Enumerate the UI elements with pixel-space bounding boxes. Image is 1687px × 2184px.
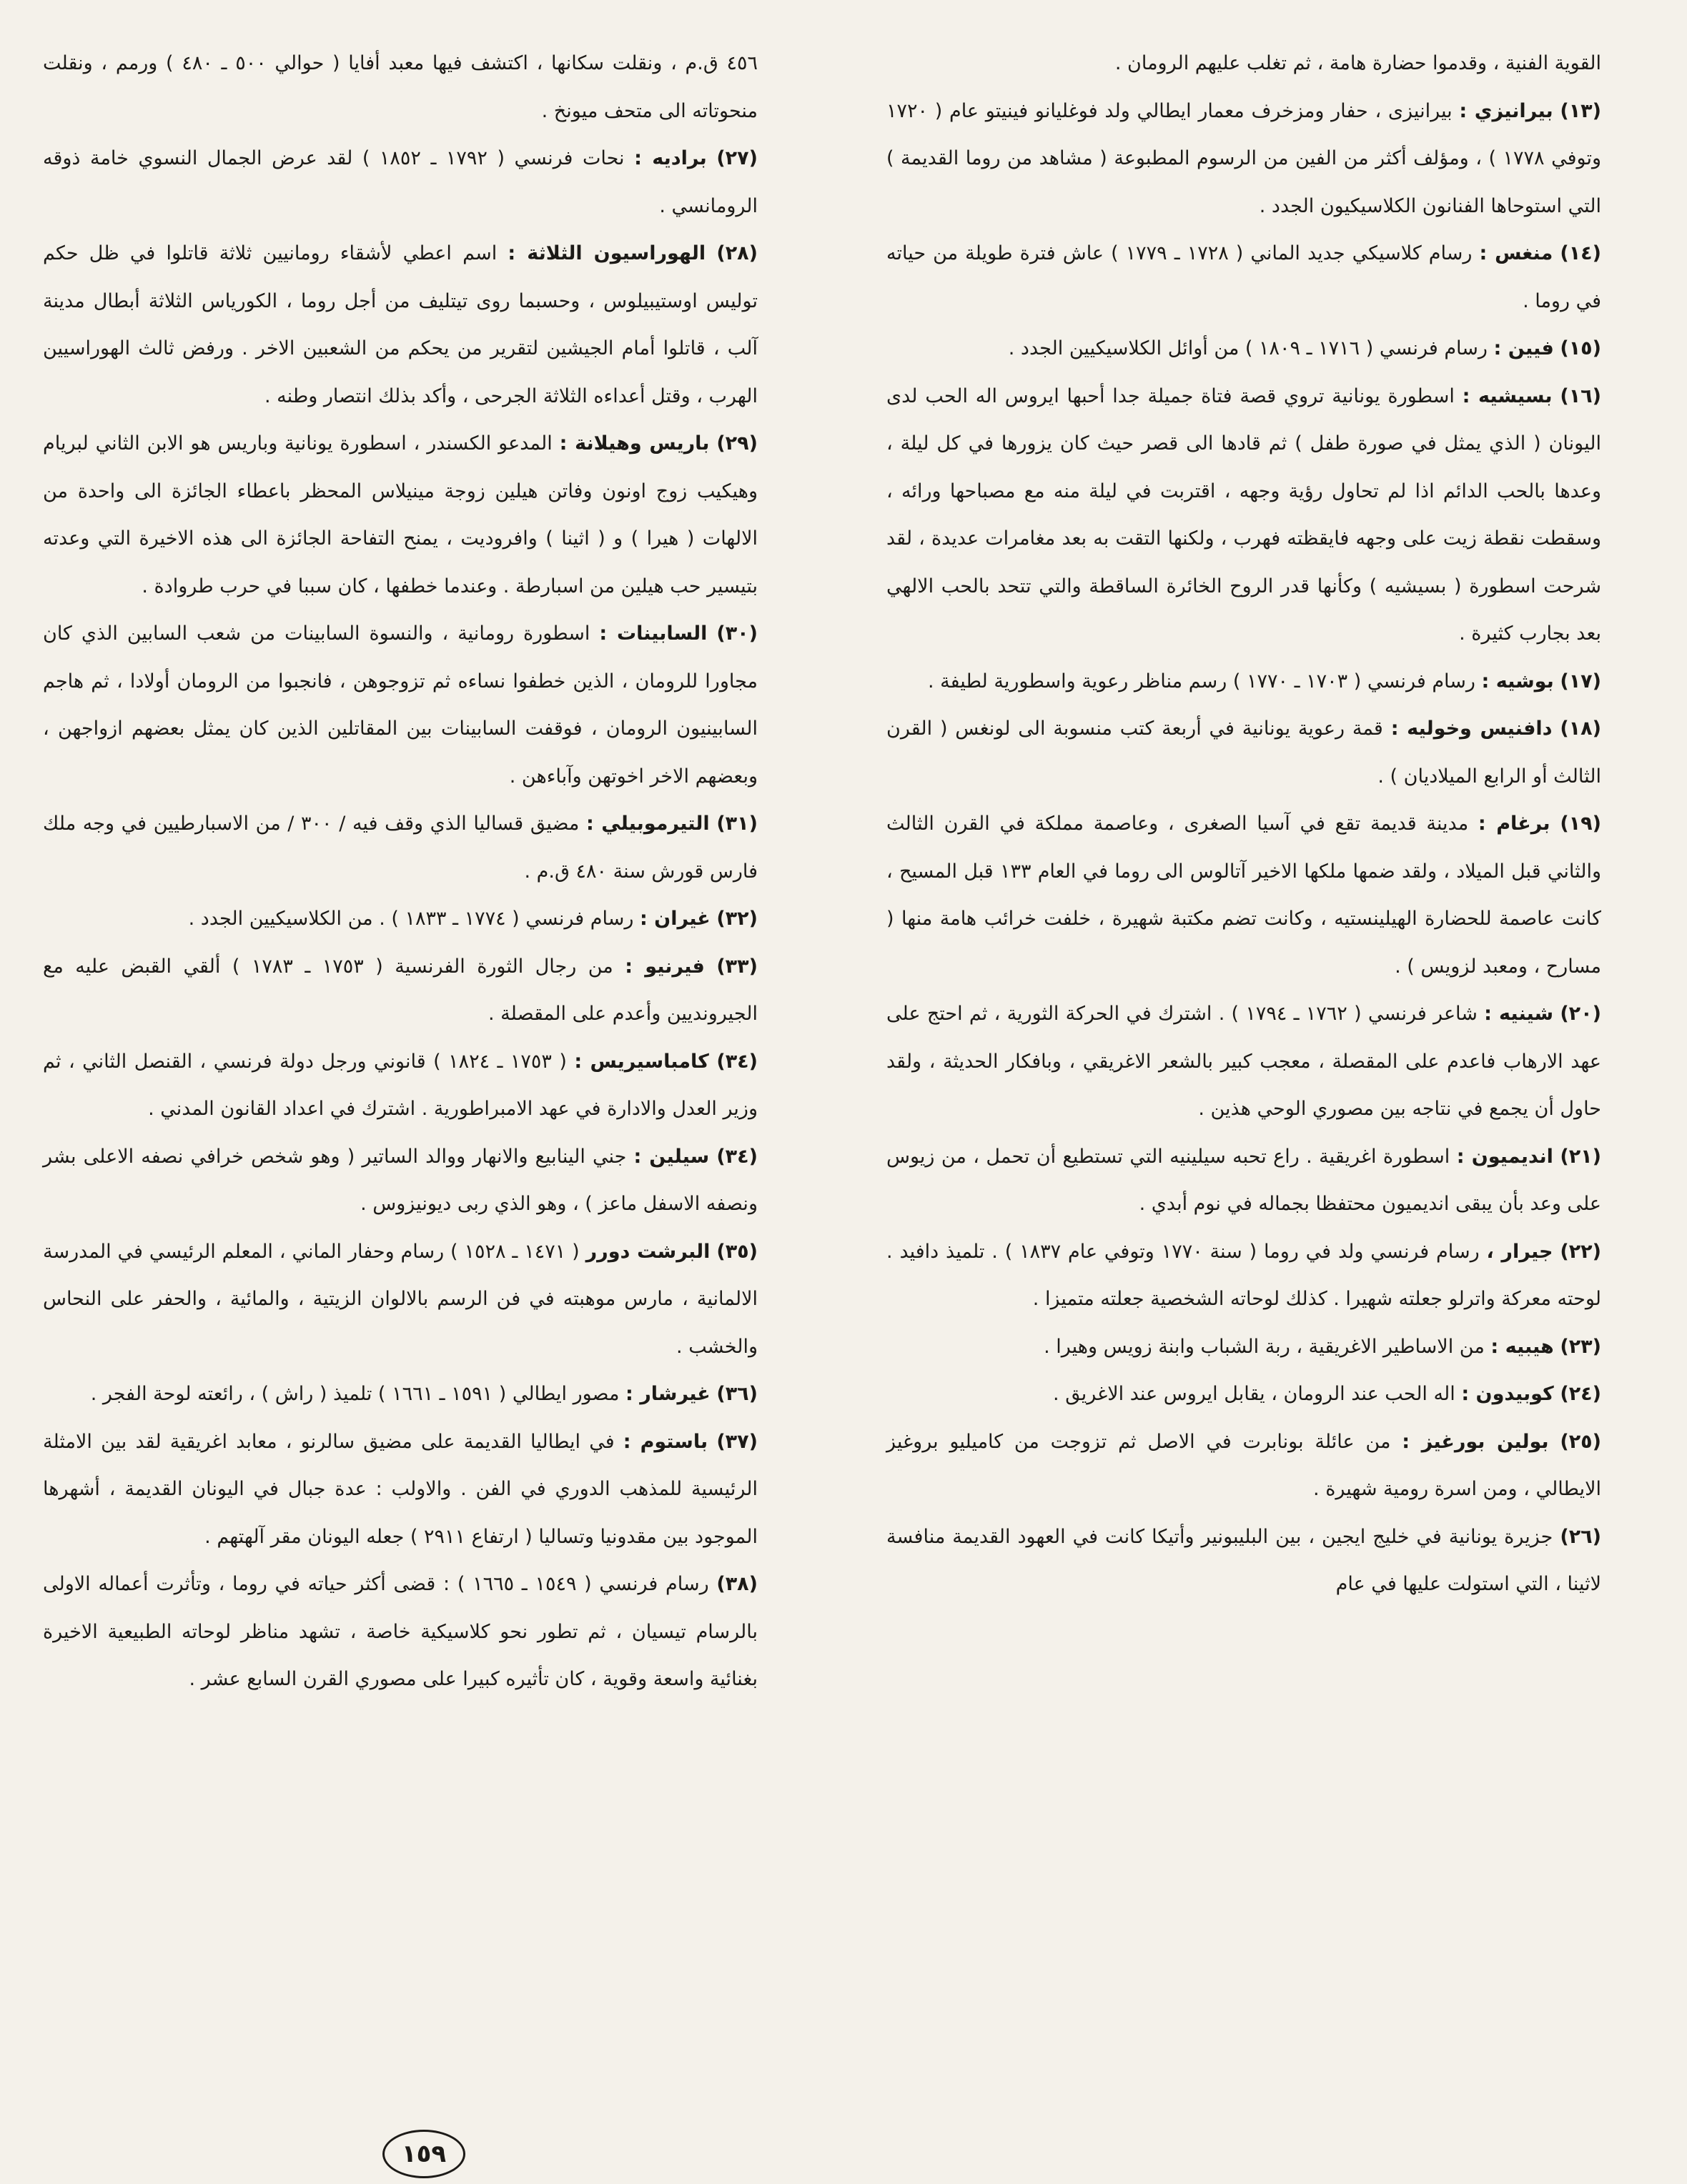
footnote-term: كوبيدون :	[1461, 1383, 1554, 1405]
footnote-text: ( ١٤٧١ ـ ١٥٢٨ ) رسام وحفار الماني ، المعلم الرئيسي في المدرسة الالمانية ، مارس موهبته في فن الرسم بالالوان الزيتية ، والمائية ، والحفر على النحاس والخشب .	[43, 1240, 758, 1358]
footnote-entry	[886, 1419, 1601, 1514]
footnote-text: المدعو الكسندر ، اسطورة يونانية وباريس هو الابن الثاني لبريام وهيكيب زوج اونون وفاتن هيلين زوجة مينيلاس المحظر باعطاء الجائزة الى واحدة من الالهات ( هيرا ) و ( اثينا ) وافروديت ، يمنح التفاحة الجائزة الى هذه الاخيرة التي وعدته بتيسير حب هيلين من اسبارطة . وعندما خطفها ، كان سببا في حرب طروادة .	[43, 432, 758, 597]
footnote-term: غيرشار :	[625, 1383, 711, 1405]
footnote-number: (١٩)	[1560, 813, 1601, 835]
footnote-number: (٢٦)	[1560, 1525, 1601, 1548]
footnote-term: باريس وهيلانة :	[559, 432, 710, 455]
footnote-paragraph	[43, 1228, 758, 1371]
footnote-entry	[886, 230, 1601, 325]
footnote-term: دافنيس وخوليه :	[1390, 718, 1553, 740]
footnote-term: بيرانيزي :	[1459, 99, 1553, 122]
footnote-entry	[43, 420, 758, 610]
footnote-text: في ايطاليا القديمة على مضيق سالرنو ، معابد اغريقية لقد بين الامثلة الرئيسية للمذهب الدوري في الفن . والاولب : عدة جبال في اليونان القديمة ، أشهرها الموجود بين مقدونيا وتساليا ( ارتفاع ٢٩١١ ) جعله اليونان مقر آلهتهم .	[43, 1430, 758, 1548]
right-column	[886, 40, 1601, 1609]
footnote-number: (٢٢)	[1560, 1240, 1601, 1263]
footnote-term: برادیه :	[634, 147, 707, 169]
footnote-entry	[886, 1514, 1601, 1609]
footnote-term: فيرنيو :	[625, 955, 705, 978]
footnote-term: بسيشيه :	[1462, 384, 1553, 407]
footnote-text: مدينة قديمة تقع في آسيا الصغرى ، وعاصمة مملكة في القرن الثالث والثاني قبل الميلاد ، ولقد ضمها ملكها الاخير آتالوس الى روما في العام ١٣٣ قبل المسيح ، كانت عاصمة للحضارة الهيلينستيه ، وكانت تضم مكتبة شهيرة ، خلفت خرائب هامة منها ( مسارح ، ومعبد لزويس ) .	[886, 813, 1601, 978]
footnote-paragraph	[43, 230, 758, 420]
footnote-paragraph	[43, 40, 758, 135]
footnote-text: نحات فرنسي ( ١٧٩٢ ـ ١٨٥٢ ) لقد عرض الجمال النسوي خامة ذوقه الرومانسي .	[43, 147, 758, 217]
footnote-text: شاعر فرنسي ( ١٧٦٢ ـ ١٧٩٤ ) . اشترك في الحركة الثورية ، ثم احتج على عهد الارهاب فاعدم على المقصلة ، معجب كبير بالشعر الاغريقي ، وبافكار الحديثة ، ولقد حاول أن يجمع في نتاجه بين مصوري الوحي هذين .	[886, 1003, 1601, 1120]
footnote-number: (٣١)	[716, 813, 758, 835]
footnote-text: من الاساطير الاغريقية ، ربة الشباب وابنة زويس وهيرا .	[1044, 1335, 1485, 1358]
footnote-paragraph	[43, 1561, 758, 1704]
footnote-paragraph	[886, 1514, 1601, 1609]
footnote-text: ٤٥٦ ق.م ، ونقلت سكانها ، اكتشف فيها معبد أفايا ( حوالي ٥٠٠ ـ ٤٨٠ ) ورمم ، ونقلت منحوتاته الى متحف ميونخ .	[43, 52, 758, 122]
footnote-term: سيلين :	[633, 1145, 710, 1168]
footnote-entry	[43, 135, 758, 230]
footnote-paragraph	[886, 40, 1601, 88]
footnote-text: مضيق قساليا الذي وقف فيه / ٣٠٠ / من الاسبارطيين في وجه ملك فارس قورش سنة ٤٨٠ ق.م .	[43, 813, 758, 883]
footnote-number: (١٤)	[1560, 242, 1601, 264]
footnote-entry	[43, 1133, 758, 1228]
footnote-term: انديميون :	[1456, 1145, 1553, 1168]
footnote-text: ( ١٧٥٣ ـ ١٨٢٤ ) قانوني ورجل دولة فرنسي ، القنصل الثاني ، ثم وزير العدل والادارة في عهد الامبراطورية . اشترك في اعداد القانون المدني .	[43, 1050, 758, 1120]
footnote-text: رسام فرنسي ( ١٧١٦ ـ ١٨٠٩ ) من أوائل الكلاسيكيين الجدد .	[1008, 337, 1488, 359]
footnote-text: اسطورة يونانية تروي قصة فتاة جميلة جدا أحبها ايروس اله الحب لدى اليونان ( الذي يمثل في صورة طفل ) ثم قادها الى قصر حيث كان يزورها في كل ليلة ، وعدها بالحب الدائم اذا لم تحاول رؤية وجهه ، اقتربت في ليلة منه مع مصباحها ورائه ، وسقطت نقطة زيت على وجهه فايقظته فهرب ، ولكنها التقت به بعد مغامرات عديدة ، لقد شرحت اسطورة ( بسيشيه ) وكأنها قدر الروح الخائرة الساقطة والتي تتحد بالحب الالهي بعد بجارب كثيرة .	[886, 384, 1601, 645]
footnote-paragraph	[43, 943, 758, 1038]
footnote-text: جني الينابيع والانهار ووالد الساتير ( وهو شخص خرافي نصفه الاعلى بشر ونصفه الاسفل ماعز ) ، وهو الذي ربى ديونيزوس .	[43, 1145, 758, 1215]
footnote-paragraph	[886, 800, 1601, 991]
footnote-paragraph	[43, 800, 758, 895]
footnote-paragraph	[886, 1133, 1601, 1228]
footnote-text: اسطورة اغريقية . راع تحبه سيلينيه التي تستطيع أن تحمل ، من زيوس على وعد بأن يبقى انديميون محتفظا بجماله في نوم أبدي .	[886, 1145, 1601, 1215]
footnote-entry	[886, 1371, 1601, 1419]
footnote-term: كامباسيريس :	[574, 1050, 709, 1073]
footnote-text: مصور ايطالي ( ١٥٩١ ـ ١٦٦١ ) تلميذ ( راش ) ، رائعته لوحة الفجر .	[90, 1383, 620, 1405]
footnote-number: (٣٢)	[716, 908, 758, 930]
footnote-entry	[43, 1038, 758, 1133]
footnote-entry	[886, 991, 1601, 1133]
footnote-paragraph	[886, 1419, 1601, 1514]
footnote-entry	[43, 943, 758, 1038]
footnote-number: (٢٩)	[716, 432, 758, 455]
footnote-term: السابينات :	[599, 622, 708, 645]
footnote-entry	[886, 1133, 1601, 1228]
footnote-number: (٣٦)	[716, 1383, 758, 1405]
footnote-number: (٣٤)	[716, 1050, 758, 1073]
footnote-paragraph	[886, 1228, 1601, 1324]
footnote-term: جيرار ،	[1486, 1240, 1553, 1263]
footnote-number: (٢١)	[1560, 1145, 1601, 1168]
footnote-paragraph	[43, 420, 758, 610]
footnote-paragraph	[43, 1038, 758, 1133]
footnote-text: اسطورة رومانية ، والنسوة السابينات من شعب السابين الذي كان مجاورا للرومان ، الذين خطفوا نساءه ثم تزوجوهن ، فانجبوا من الرومان أولادا ، ثم هاجم السابينيون الرومان ، فوقفت السابينات بين المقاتلين الذين كان يمثل بعضهم ازواجهن ، وبعضهم الاخر اخوتهن وآباءهن .	[43, 622, 758, 788]
footnote-paragraph	[886, 705, 1601, 800]
footnote-number: (٢٤)	[1560, 1383, 1601, 1405]
footnote-entry	[43, 1228, 758, 1371]
footnote-entry	[886, 1228, 1601, 1324]
footnote-number: (١٨)	[1560, 718, 1601, 740]
left-column	[43, 40, 758, 1704]
footnote-number: (٣٥)	[716, 1240, 758, 1263]
footnote-text: من رجال الثورة الفرنسية ( ١٧٥٣ ـ ١٧٨٣ ) ألقي القبض عليه مع الجيرونديين وأعدم على المقصلة .	[43, 955, 758, 1025]
footnote-text: قمة رعوية يونانية في أربعة كتب منسوبة الى لونغس ( القرن الثالث أو الرابع الميلاديان ) .	[886, 718, 1601, 788]
footnote-number: (٣٤)	[716, 1145, 758, 1168]
footnote-number: (٢٠)	[1560, 1003, 1601, 1025]
footnote-text: رسام كلاسيكي جديد الماني ( ١٧٢٨ ـ ١٧٧٩ ) عاش فترة طويلة من حياته في روما .	[886, 242, 1601, 312]
footnote-number: (٢٧)	[716, 147, 758, 169]
footnote-entry	[43, 40, 758, 135]
footnote-term: باستوم :	[623, 1430, 708, 1453]
page-number: ١٥٩	[382, 2130, 465, 2178]
footnote-term: البرشت دورر	[585, 1240, 711, 1263]
footnote-paragraph	[43, 1371, 758, 1419]
footnote-paragraph	[886, 658, 1601, 706]
footnote-number: (٣٧)	[716, 1430, 758, 1453]
footnote-paragraph	[886, 991, 1601, 1133]
footnote-term: التيرموبيلي :	[586, 813, 710, 835]
footnote-paragraph	[886, 373, 1601, 658]
footnote-entry	[43, 610, 758, 800]
footnote-number: (٢٣)	[1560, 1335, 1601, 1358]
footnote-paragraph	[43, 895, 758, 943]
footnote-term: فيين :	[1493, 337, 1554, 359]
footnote-term: بولين بورغيز :	[1402, 1430, 1549, 1453]
footnote-number: (٣٨)	[716, 1573, 758, 1595]
footnote-term: بوشيه :	[1481, 670, 1554, 693]
footnote-term: شينيه :	[1484, 1003, 1554, 1025]
footnote-number: (١٦)	[1560, 384, 1601, 407]
footnote-entry	[886, 1324, 1601, 1371]
footnote-paragraph	[43, 135, 758, 230]
footnote-entry	[886, 658, 1601, 706]
footnote-paragraph	[886, 1371, 1601, 1419]
footnote-paragraph	[43, 1419, 758, 1562]
footnote-entry	[886, 373, 1601, 658]
footnote-paragraph	[886, 1324, 1601, 1371]
footnote-entry	[886, 88, 1601, 231]
footnote-text: رسام فرنسي ( ١٥٤٩ ـ ١٦٦٥ ) : قضى أكثر حياته في روما ، وتأثرت أعماله الاولى بالرسام تيسيان ، ثم تطور نحو كلاسيكية خاصة ، تشهد مناظر لوحاته الطبيعية الاخيرة بغنائية واسعة وقوية ، كان تأثيره كبيرا على مصوري القرن السابع عشر .	[43, 1573, 758, 1690]
footnote-entry	[43, 230, 758, 420]
footnote-number: (١٥)	[1560, 337, 1601, 359]
footnote-text: القوية الفنية ، وقدموا حضارة هامة ، ثم تغلب عليهم الرومان .	[1114, 52, 1601, 74]
footnote-entry	[886, 325, 1601, 373]
footnote-term: برغام :	[1478, 813, 1550, 835]
footnote-paragraph	[43, 1133, 758, 1228]
footnote-entry	[43, 1561, 758, 1704]
footnote-entry	[43, 800, 758, 895]
footnote-number: (١٣)	[1560, 99, 1601, 122]
footnote-text: اسم اعطي لأشقاء رومانيين ثلاثة قاتلوا في ظل حكم توليس اوستيبيلوس ، وحسبما روى تيتليف من أجل روما ، الكورياس الثلاثة أبطال مدينة آلب ، قاتلوا أمام الجيشين لتقرير من يحكم من الشعبين الاخر . ورفض ثالث الهوراسيين الهرب ، وقتل أعداءه الثلاثة الجرحى ، وأكد بذلك انتصار وطنه .	[43, 242, 758, 407]
footnote-paragraph	[43, 610, 758, 800]
footnote-text: جزيرة يونانية في خليج ايجين ، بين البليبونير وأتيكا كانت في العهود القديمة منافسة لاثينا ، التي استولت عليها في عام	[886, 1525, 1601, 1595]
footnote-entry	[886, 800, 1601, 991]
footnote-text: رسام فرنسي ( ١٧٧٤ ـ ١٨٣٣ ) . من الكلاسيكيين الجدد .	[188, 908, 634, 930]
footnote-text: بيرانيزى ، حفار ومزخرف معمار ايطالي ولد فوغليانو فينيتو عام ( ١٧٢٠ وتوفي ١٧٧٨ ) ، ومؤلف أكثر من الفين من الرسوم المطبوعة ( مشاهد من روما القديمة ) التي استوحاها الفنانون الكلاسيكيون الجدد .	[886, 99, 1601, 217]
footnote-entry	[43, 1419, 758, 1562]
footnote-paragraph	[886, 230, 1601, 325]
footnote-term: منغس :	[1479, 242, 1553, 264]
footnote-entry	[43, 1371, 758, 1419]
footnote-number: (٣٣)	[716, 955, 758, 978]
footnote-text: رسام فرنسي ولد في روما ( سنة ١٧٧٠ وتوفي عام ١٨٣٧ ) . تلميذ دافيد . لوحته معركة واترلو جعلته شهيرا . كذلك لوحاته الشخصية جعلته متميزا .	[886, 1240, 1601, 1310]
footnote-term: هيبيه :	[1490, 1335, 1554, 1358]
footnote-number: (٣٠)	[716, 622, 758, 645]
footnote-paragraph	[886, 325, 1601, 373]
footnote-entry	[886, 40, 1601, 88]
footnote-text: اله الحب عند الرومان ، يقابل ايروس عند الاغريق .	[1053, 1383, 1455, 1405]
footnote-entry	[886, 705, 1601, 800]
footnote-term: الهوراسيون الثلاثة :	[508, 242, 706, 264]
footnote-paragraph	[886, 88, 1601, 231]
footnote-term: غيران :	[639, 908, 711, 930]
footnote-text: رسام فرنسي ( ١٧٠٣ ـ ١٧٧٠ ) رسم مناظر رعوية واسطورية لطيفة .	[927, 670, 1475, 693]
footnote-number: (٢٥)	[1560, 1430, 1601, 1453]
footnote-entry	[43, 895, 758, 943]
footnote-number: (١٧)	[1560, 670, 1601, 693]
footnote-number: (٢٨)	[716, 242, 758, 264]
footnote-text: من عائلة بونابرت في الاصل ثم تزوجت من كاميليو بروغيز الايطالي ، ومن اسرة رومية شهيرة .	[886, 1430, 1601, 1500]
